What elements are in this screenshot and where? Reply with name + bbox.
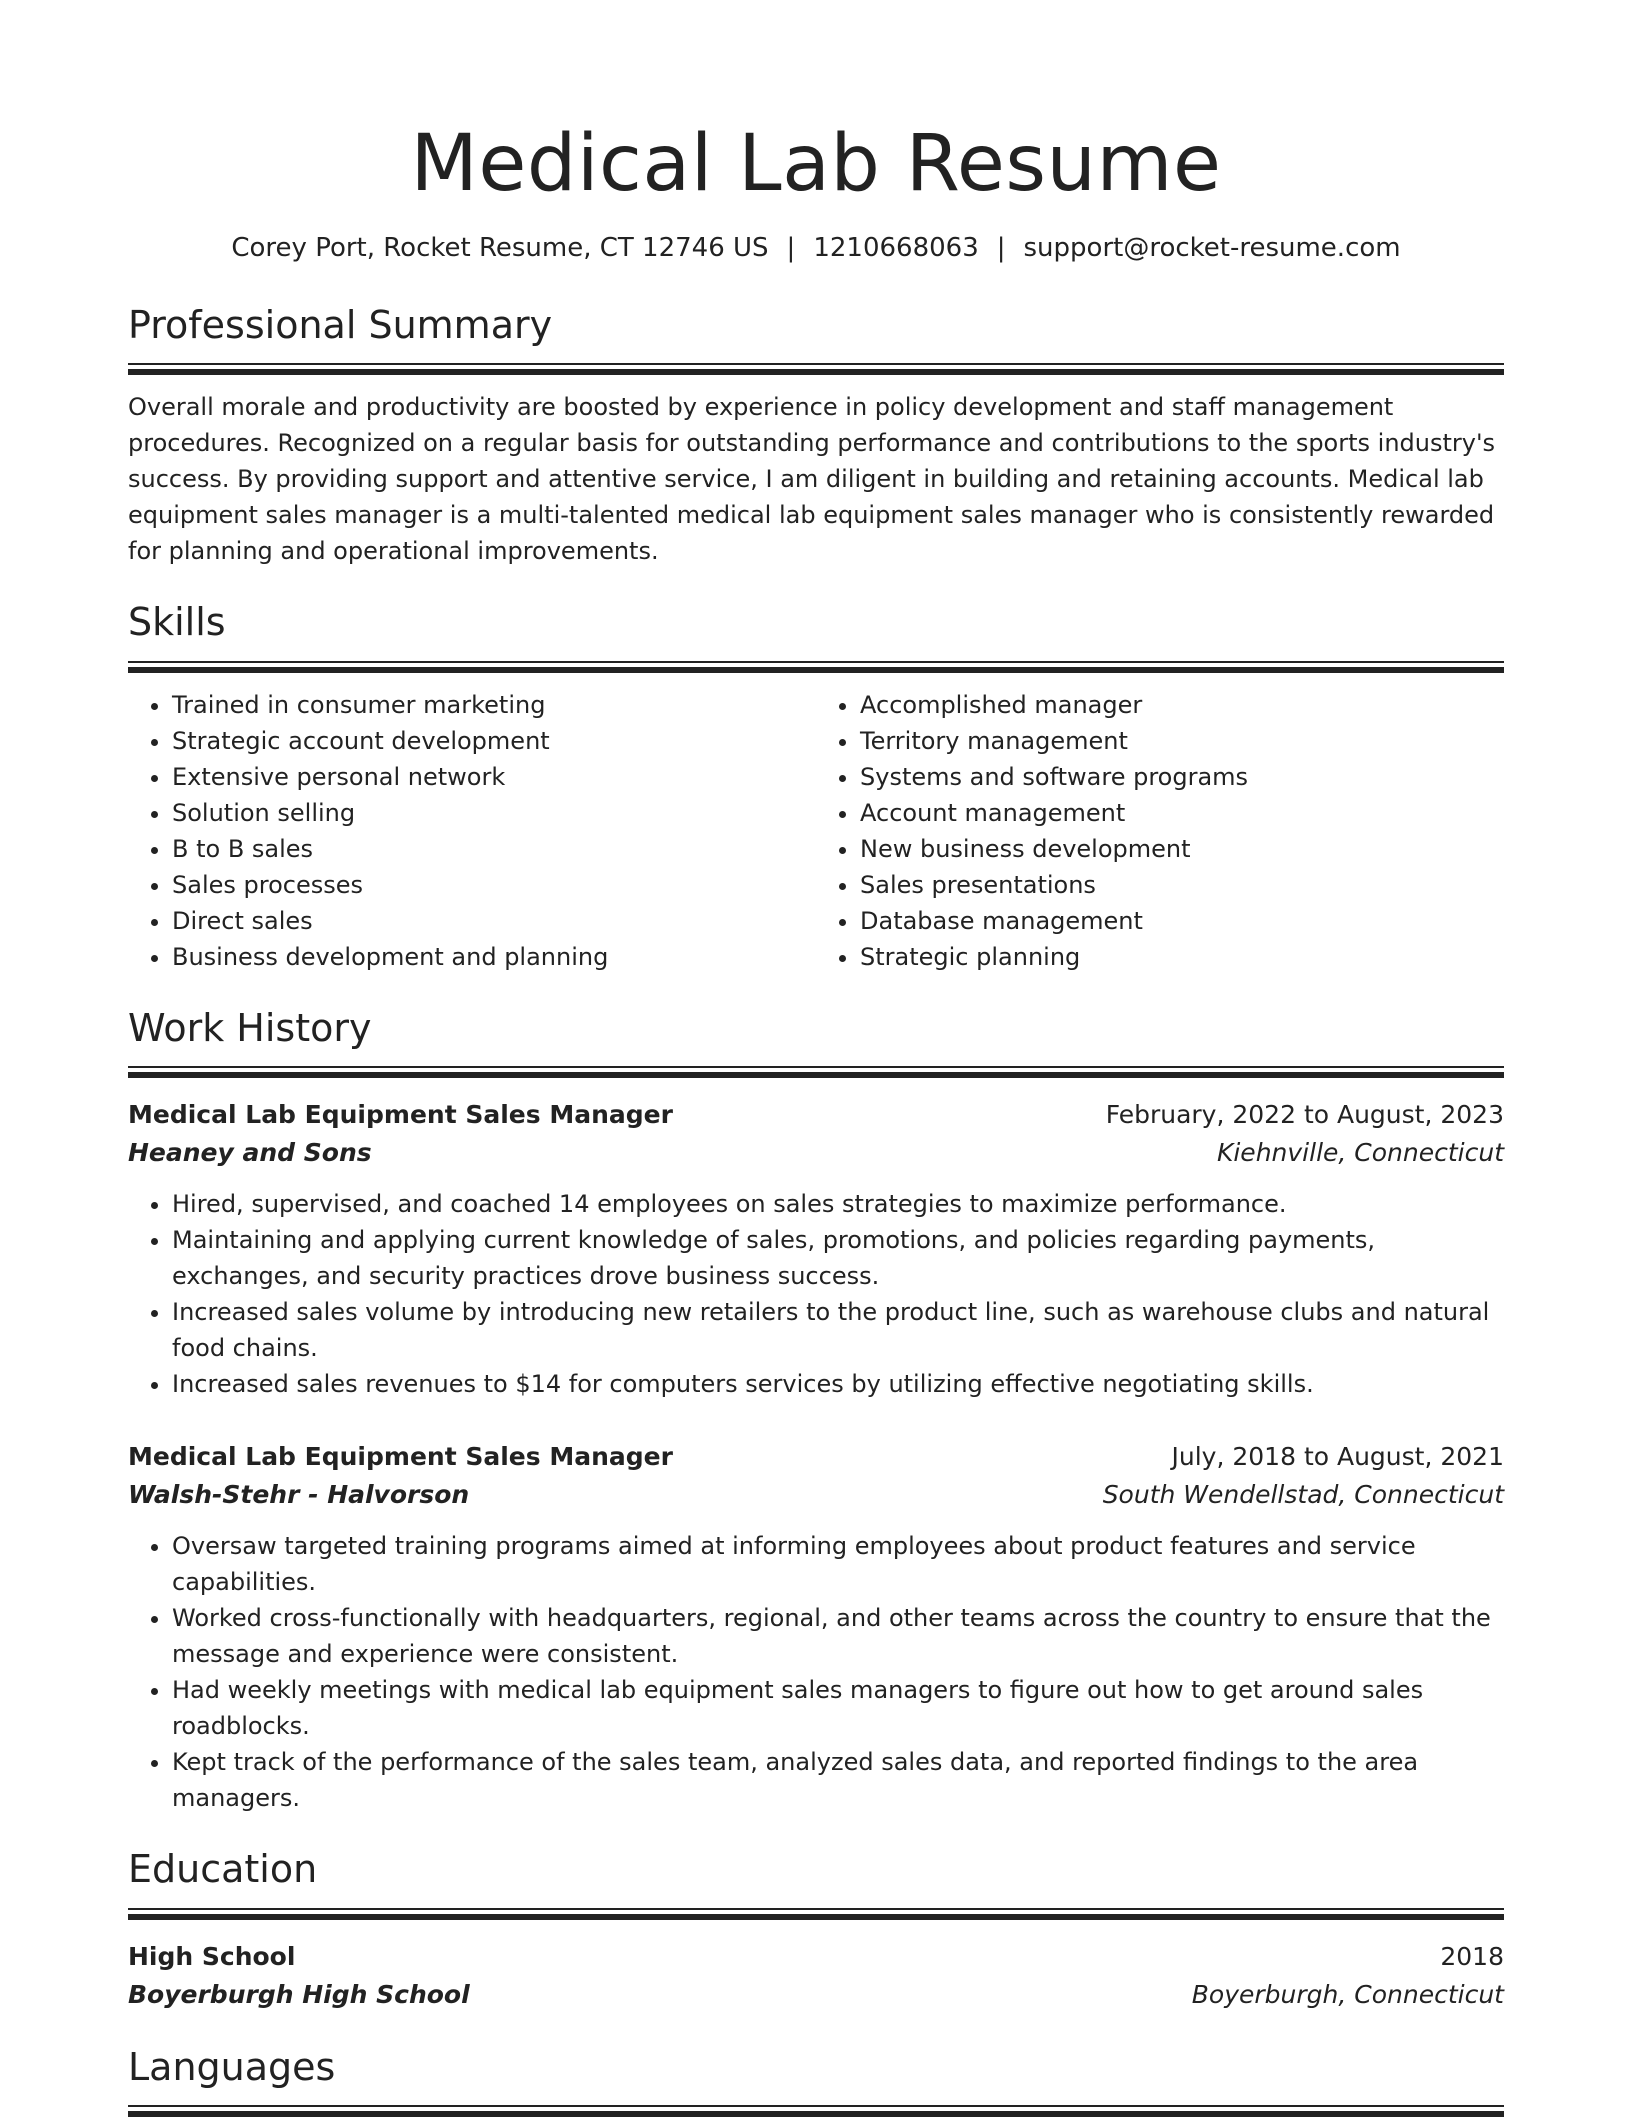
skills-columns xyxy=(128,687,1504,975)
section-divider xyxy=(128,2105,1504,2117)
job-bullets xyxy=(128,1186,1504,1402)
skill-item: • Account management xyxy=(860,795,1504,831)
education-location: Boyerburgh, Connecticut xyxy=(1191,1979,1504,2009)
education-entry xyxy=(128,1938,1504,2014)
languages-heading: Languages xyxy=(128,2044,336,2089)
skill-item: • Solution selling xyxy=(172,795,816,831)
skill-item: • Sales processes xyxy=(172,867,816,903)
job-dates: February, 2022 to August, 2023 xyxy=(1105,1100,1504,1130)
skill-item: • Territory management xyxy=(860,723,1504,759)
job-location: Kiehnville, Connecticut xyxy=(1216,1138,1504,1168)
skill-item: • Strategic account development xyxy=(172,723,816,759)
job-header-row xyxy=(128,1438,1504,1476)
skills-right-list xyxy=(816,687,1504,975)
skill-item: • B to B sales xyxy=(172,831,816,867)
work-heading: Work History xyxy=(128,1005,372,1050)
contact-separator: | xyxy=(786,232,796,263)
resume-title: Medical Lab Resume xyxy=(410,119,1222,209)
job-title: Medical Lab Equipment Sales Manager xyxy=(128,1442,673,1472)
job-company: Walsh-Stehr - Halvorson xyxy=(128,1480,470,1510)
job-dates: July, 2018 to August, 2021 xyxy=(1171,1442,1504,1472)
summary-section xyxy=(128,302,1504,570)
section-divider xyxy=(128,363,1504,375)
section-divider xyxy=(128,1908,1504,1920)
skill-item: • Trained in consumer marketing xyxy=(172,687,816,723)
job-bullet: • Increased sales volume by introducing new retailers to the product line, such as warehouse clubs and natural food chains. xyxy=(172,1294,1504,1366)
education-heading: Education xyxy=(128,1847,318,1892)
contact-line xyxy=(128,230,1504,266)
education-year: 2018 xyxy=(1440,1941,1504,1971)
section-divider xyxy=(128,1066,1504,1078)
job-bullet: • Maintaining and applying current knowledge of sales, promotions, and policies regarding payments, exchanges, and security practices drove business success. xyxy=(172,1222,1504,1294)
job-header-row xyxy=(128,1096,1504,1134)
job-entry xyxy=(128,1438,1504,1816)
skill-item: • Direct sales xyxy=(172,903,816,939)
contact-address: Corey Port, Rocket Resume, CT 12746 US xyxy=(231,232,769,263)
job-title: Medical Lab Equipment Sales Manager xyxy=(128,1100,673,1130)
education-degree: High School xyxy=(128,1941,296,1971)
job-company-row xyxy=(128,1476,1504,1514)
skill-item: • Business development and planning xyxy=(172,939,816,975)
skill-item: • Systems and software programs xyxy=(860,759,1504,795)
skill-item: • Database management xyxy=(860,903,1504,939)
work-section xyxy=(128,1005,1504,1817)
job-company: Heaney and Sons xyxy=(128,1138,372,1168)
education-school: Boyerburgh High School xyxy=(128,1979,470,2009)
job-bullets xyxy=(128,1528,1504,1816)
education-school-row xyxy=(128,1976,1504,2014)
skill-item: • Extensive personal network xyxy=(172,759,816,795)
languages-section xyxy=(128,2044,1504,2117)
contact-phone: 1210668063 xyxy=(813,232,979,263)
job-company-row xyxy=(128,1134,1504,1172)
job-location: South Wendellstad, Connecticut xyxy=(1102,1480,1504,1510)
job-bullet: • Had weekly meetings with medical lab equipment sales managers to figure out how to get around sales roadblocks. xyxy=(172,1672,1504,1744)
job-bullet: • Kept track of the performance of the sales team, analyzed sales data, and reported findings to the area managers. xyxy=(172,1744,1504,1816)
skill-item: • New business development xyxy=(860,831,1504,867)
contact-separator: | xyxy=(996,232,1006,263)
skills-left-list xyxy=(128,687,816,975)
job-bullet: • Hired, supervised, and coached 14 employees on sales strategies to maximize performance. xyxy=(172,1186,1504,1222)
job-bullet: • Increased sales revenues to $14 for computers services by utilizing effective negotiating skills. xyxy=(172,1366,1504,1402)
skills-section xyxy=(128,599,1504,975)
education-header-row xyxy=(128,1938,1504,1976)
job-entry xyxy=(128,1096,1504,1402)
skill-item: • Sales presentations xyxy=(860,867,1504,903)
section-divider xyxy=(128,661,1504,673)
summary-text: Overall morale and productivity are boosted by experience in policy development and staff management procedures. Recognized on a regular basis for outstanding performance and contributions to the sports industry's success. By providing support and attentive service, I am diligent in building and retaining accounts. Medical lab equipment sales manager is a multi-talented medical lab equipment sales manager who is consistently rewarded for planning and operational improvements. xyxy=(128,393,1496,566)
skills-heading: Skills xyxy=(128,600,226,645)
education-section xyxy=(128,1846,1504,2014)
skill-item: • Strategic planning xyxy=(860,939,1504,975)
summary-heading: Professional Summary xyxy=(128,302,553,347)
job-bullet: • Worked cross-functionally with headquarters, regional, and other teams across the country to ensure that the message and experience were consistent. xyxy=(172,1600,1504,1672)
contact-email: support@rocket-resume.com xyxy=(1023,232,1401,263)
skill-item: • Accomplished manager xyxy=(860,687,1504,723)
job-bullet: • Oversaw targeted training programs aimed at informing employees about product features and service capabilities. xyxy=(172,1528,1504,1600)
